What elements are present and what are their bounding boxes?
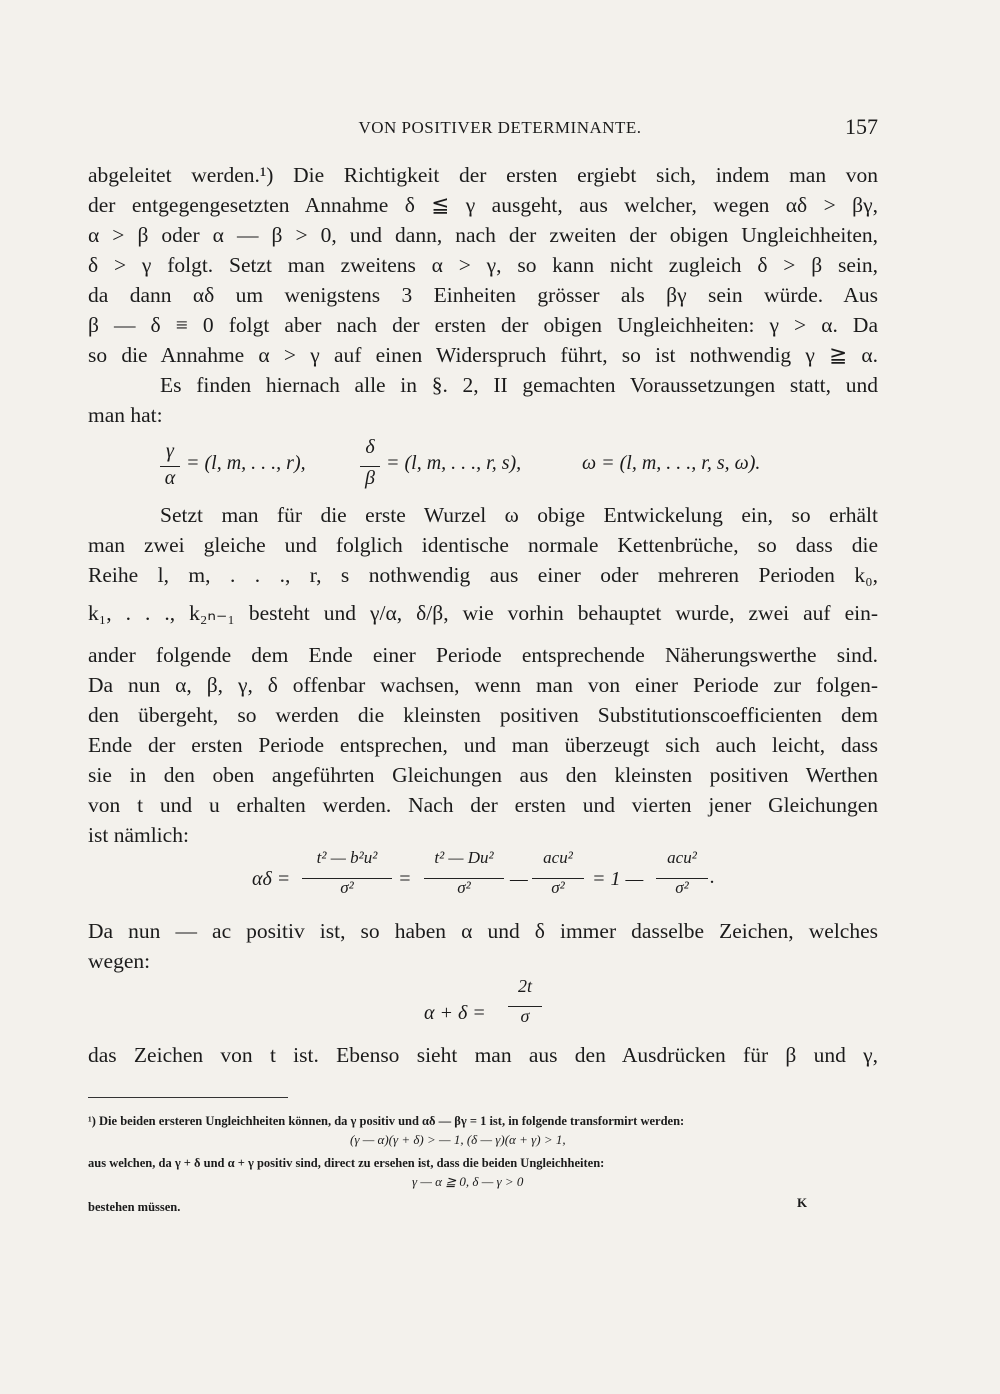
text-line: k₁, . . ., k₂ₙ₋₁ besteht und γ/α, δ/β, wie vorhin behauptet wurde, zwei auf ein-: [88, 601, 878, 625]
text-line: δ > γ folgt. Setzt man zweitens α > γ, so kann nicht zugleich δ > β sein,: [88, 253, 878, 277]
equation-rhs: = (l, m, . . ., r),: [186, 452, 306, 474]
footnote-line: aus welchen, da γ + δ und α + γ positiv sind, direct zu ersehen ist, dass die beiden Ungleichheiten:: [88, 1156, 605, 1170]
text-line: von t und u erhalten werden. Nach der ersten und vierten jener Gleichungen: [88, 793, 878, 817]
fraction-denominator: σ²: [551, 878, 565, 897]
signature-mark: K: [797, 1195, 808, 1210]
running-header: VON POSITIVER DETERMINANTE.: [358, 118, 642, 137]
text-line: Da nun α, β, γ, δ offenbar wachsen, wenn man von einer Periode zur folgen-: [88, 673, 878, 697]
equation-lhs: αδ =: [252, 868, 291, 890]
text-line: der entgegengesetzten Annahme δ ≦ γ ausgeht, aus welcher, wegen αδ > βγ,: [88, 193, 878, 217]
text-line: ander folgende dem Ende einer Periode entsprechende Näherungswerthe sind.: [88, 643, 878, 667]
fraction-numerator: acu²: [667, 848, 697, 867]
fraction-denominator: σ²: [675, 878, 689, 897]
text-line: da dann αδ um wenigstens 3 Einheiten grösser als βγ sein würde. Aus: [88, 283, 878, 307]
fraction-denominator: σ²: [457, 878, 471, 897]
fraction-numerator: γ: [166, 440, 174, 462]
footnote-rule: [88, 1097, 288, 1098]
footnote-line: bestehen müssen.: [88, 1200, 181, 1214]
text-line: Da nun — ac positiv ist, so haben α und δ immer dasselbe Zeichen, welches: [88, 919, 878, 943]
fraction-denominator: σ²: [340, 878, 354, 897]
text-line: so die Annahme α > γ auf einen Widerspruch führt, so ist nothwendig γ ≧ α.: [88, 343, 878, 367]
footnote-formula: (γ — α)(γ + δ) > — 1, (δ — γ)(α + γ) > 1,: [350, 1132, 566, 1147]
text-line: Ende der ersten Periode entsprechen, und man überzeugt sich auch leicht, dass: [88, 733, 878, 757]
text-line: man hat:: [88, 403, 163, 427]
text-line: man zwei gleiche und folglich identische normale Kettenbrüche, so dass die: [88, 533, 878, 557]
fraction-denominator: β: [365, 467, 375, 489]
text-line: wegen:: [88, 949, 151, 973]
text-line: sie in den oben angeführten Gleichungen aus den kleinsten positiven Werthen: [88, 763, 878, 787]
text-line: Es finden hiernach alle in §. 2, II gemachten Voraussetzungen statt, und: [160, 373, 878, 397]
equation-rhs: ω = (l, m, . . ., r, s, ω).: [582, 452, 761, 474]
text-line: ist nämlich:: [88, 823, 189, 847]
text-line: abgeleitet werden.¹) Die Richtigkeit der ersten ergiebt sich, indem man von: [88, 163, 878, 187]
equation-rhs: = (l, m, . . ., r, s),: [386, 452, 522, 474]
equation-lhs: α + δ =: [424, 1002, 486, 1024]
fraction-numerator: t² — b²u²: [316, 848, 378, 867]
fraction-numerator: 2t: [517, 976, 532, 996]
equation-rhs: = 1 —: [592, 868, 644, 890]
fraction-denominator: σ: [520, 1006, 530, 1026]
fraction-numerator: acu²: [543, 848, 573, 867]
equals-sign: =: [398, 868, 412, 890]
period: .: [710, 866, 715, 888]
fraction-denominator: α: [164, 467, 176, 489]
text-line: α > β oder α — β > 0, und dann, nach der zweiten der obigen Ungleichheiten,: [88, 223, 878, 247]
text-line: das Zeichen von t ist. Ebenso sieht man aus den Ausdrücken für β und γ,: [88, 1043, 878, 1067]
text-line: Reihe l, m, . . ., r, s nothwendig aus einer oder mehreren Perioden k₀,: [88, 563, 878, 587]
fraction-numerator: t² — Du²: [434, 848, 494, 867]
text-line: Setzt man für die erste Wurzel ω obige Entwickelung ein, so erhält: [160, 503, 878, 527]
fraction-numerator: δ: [365, 436, 375, 458]
page-number: 157: [845, 114, 878, 139]
minus-sign: —: [510, 868, 528, 890]
text-line: den übergeht, so werden die kleinsten positiven Substitutionscoefficienten dem: [88, 703, 878, 727]
text-line: β — δ ≡ 0 folgt aber nach der ersten der obigen Ungleichheiten: γ > α. Da: [88, 313, 878, 337]
footnote-formula: γ — α ≧ 0, δ — γ > 0: [412, 1174, 524, 1189]
footnote-line: ¹) Die beiden ersteren Ungleichheiten können, da γ positiv und αδ — βγ = 1 ist, in folgende transformirt werden:: [88, 1114, 685, 1128]
